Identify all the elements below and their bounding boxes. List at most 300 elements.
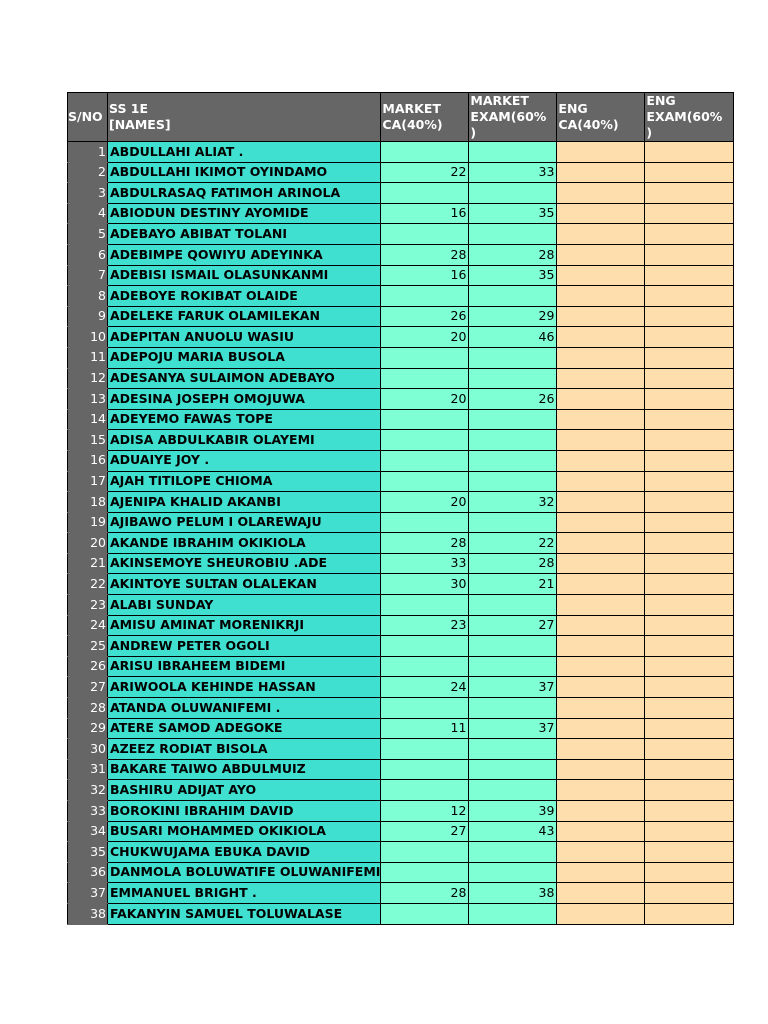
market-ca-cell[interactable] [381,224,469,245]
eng-exam-cell[interactable] [645,533,734,554]
market-exam-cell[interactable]: 37 [469,718,557,739]
eng-exam-cell[interactable] [645,142,734,163]
eng-exam-cell[interactable] [645,286,734,307]
market-ca-cell[interactable]: 16 [381,203,469,224]
sno-cell[interactable]: 1 [68,142,108,163]
market-ca-cell[interactable]: 27 [381,821,469,842]
eng-exam-cell[interactable] [645,718,734,739]
eng-exam-cell[interactable] [645,842,734,863]
market-ca-cell[interactable] [381,450,469,471]
sno-cell[interactable]: 31 [68,759,108,780]
student-name-text: ABDULLAHI ALIAT . [110,143,244,159]
header-eng-exam[interactable]: ENG EXAM(60% ) [645,93,734,142]
market-exam-cell[interactable] [469,759,557,780]
sno-cell[interactable]: 2 [68,162,108,183]
student-name-text: AKINSEMOYE SHEUROBIU .ADE [110,555,327,571]
table-row [68,142,734,163]
student-name-cell[interactable] [108,409,381,430]
market-ca-cell[interactable] [381,862,469,883]
eng-ca-cell[interactable] [557,862,645,883]
student-name-cell[interactable] [108,903,381,924]
student-name-cell[interactable] [108,821,381,842]
student-name-cell[interactable] [108,450,381,471]
market-ca-cell[interactable]: 30 [381,574,469,595]
eng-ca-cell[interactable] [557,533,645,554]
score-sheet-table [67,92,734,925]
eng-exam-cell[interactable] [645,615,734,636]
sno-cell[interactable]: 29 [68,718,108,739]
table-row [68,224,734,245]
sno-cell[interactable]: 17 [68,471,108,492]
sno-cell[interactable]: 3 [68,183,108,204]
student-name-text: EMMANUEL BRIGHT . [110,884,257,900]
student-name-cell[interactable] [108,656,381,677]
eng-exam-cell[interactable] [645,698,734,719]
eng-ca-cell[interactable] [557,244,645,265]
student-name-text: BUSARI MOHAMMED OKIKIOLA [110,823,326,839]
table-row [68,265,734,286]
eng-ca-cell[interactable] [557,903,645,924]
market-ca-cell[interactable] [381,903,469,924]
eng-exam-cell[interactable] [645,903,734,924]
eng-exam-cell[interactable] [645,471,734,492]
eng-ca-cell[interactable] [557,801,645,822]
market-ca-cell[interactable]: 11 [381,718,469,739]
table-row [68,615,734,636]
student-name-cell[interactable] [108,265,381,286]
eng-exam-cell[interactable] [645,430,734,451]
eng-exam-cell[interactable] [645,327,734,348]
eng-ca-cell[interactable] [557,368,645,389]
eng-exam-cell[interactable] [645,656,734,677]
sno-cell[interactable]: 32 [68,780,108,801]
market-ca-cell[interactable]: 24 [381,677,469,698]
market-ca-cell[interactable] [381,739,469,760]
student-name-text: ABDULRASAQ FATIMOH ARINOLA [110,184,341,200]
eng-exam-cell[interactable] [645,492,734,513]
student-name-cell[interactable] [108,368,381,389]
eng-ca-cell[interactable] [557,306,645,327]
student-name-text: AJENIPA KHALID AKANBI [110,493,281,509]
table-row [68,553,734,574]
market-ca-cell[interactable] [381,595,469,616]
student-name-text: ADUAIYE JOY . [110,452,210,468]
market-exam-cell[interactable]: 39 [469,801,557,822]
eng-ca-cell[interactable] [557,430,645,451]
table-row [68,347,734,368]
market-ca-cell[interactable]: 20 [381,327,469,348]
table-row [68,492,734,513]
market-exam-cell[interactable]: 33 [469,162,557,183]
table-row [68,821,734,842]
sno-cell[interactable]: 8 [68,286,108,307]
student-name-text: BOROKINI IBRAHIM DAVID [110,802,294,818]
student-name-text: AKANDE IBRAHIM OKIKIOLA [110,534,306,550]
table-row [68,718,734,739]
sno-cell[interactable]: 38 [68,903,108,924]
market-exam-cell[interactable] [469,409,557,430]
market-ca-cell[interactable] [381,656,469,677]
market-ca-cell[interactable]: 23 [381,615,469,636]
market-exam-cell[interactable] [469,903,557,924]
student-name-cell[interactable] [108,883,381,904]
table-row [68,162,734,183]
header-names[interactable]: SS 1E [NAMES] [108,93,381,142]
market-ca-cell[interactable] [381,142,469,163]
eng-exam-cell[interactable] [645,306,734,327]
student-name-text: ARISU IBRAHEEM BIDEMI [110,658,286,674]
eng-exam-cell[interactable] [645,821,734,842]
eng-exam-cell[interactable] [645,203,734,224]
eng-exam-cell[interactable] [645,389,734,410]
market-exam-cell[interactable] [469,656,557,677]
sno-cell[interactable]: 6 [68,244,108,265]
table-row [68,739,734,760]
market-ca-cell[interactable]: 26 [381,306,469,327]
market-exam-cell[interactable] [469,142,557,163]
market-ca-cell[interactable] [381,780,469,801]
eng-ca-cell[interactable] [557,574,645,595]
eng-exam-cell[interactable] [645,450,734,471]
student-name-text: AJAH TITILOPE CHIOMA [110,473,273,489]
eng-exam-cell[interactable] [645,162,734,183]
student-name-text: ATANDA OLUWANIFEMI . [110,699,281,715]
student-name-text: ABDULLAHI IKIMOT OYINDAMO [110,164,328,180]
eng-ca-cell[interactable] [557,286,645,307]
market-ca-cell[interactable]: 22 [381,162,469,183]
eng-ca-cell[interactable] [557,347,645,368]
market-exam-cell[interactable] [469,739,557,760]
eng-exam-cell[interactable] [645,759,734,780]
student-name-cell[interactable] [108,327,381,348]
student-name-cell[interactable] [108,615,381,636]
market-exam-cell[interactable] [469,368,557,389]
student-name-cell[interactable] [108,533,381,554]
market-ca-cell[interactable] [381,471,469,492]
table-row [68,780,734,801]
market-exam-cell[interactable] [469,286,557,307]
student-name-cell[interactable] [108,677,381,698]
table-row [68,389,734,410]
table-row [68,656,734,677]
header-sno[interactable]: S/NO [68,93,108,142]
market-ca-cell[interactable] [381,286,469,307]
eng-ca-cell[interactable] [557,553,645,574]
market-exam-cell[interactable]: 35 [469,265,557,286]
market-exam-cell[interactable] [469,512,557,533]
table-row [68,636,734,657]
market-exam-cell[interactable] [469,636,557,657]
sno-cell[interactable]: 22 [68,574,108,595]
eng-ca-cell[interactable] [557,224,645,245]
market-exam-cell[interactable] [469,471,557,492]
market-ca-cell[interactable] [381,430,469,451]
sno-cell[interactable]: 37 [68,883,108,904]
eng-exam-cell[interactable] [645,883,734,904]
student-name-text: AMISU AMINAT MORENIKRJI [110,617,305,633]
eng-ca-cell[interactable] [557,739,645,760]
student-name-text: ATERE SAMOD ADEGOKE [110,720,283,736]
sno-cell[interactable]: 20 [68,533,108,554]
market-ca-cell[interactable]: 28 [381,883,469,904]
student-name-text: ADESANYA SULAIMON ADEBAYO [110,370,335,386]
sno-cell[interactable]: 15 [68,430,108,451]
student-name-cell[interactable] [108,595,381,616]
student-name-cell[interactable] [108,430,381,451]
student-name-cell[interactable] [108,636,381,657]
sno-cell[interactable]: 21 [68,553,108,574]
eng-exam-cell[interactable] [645,780,734,801]
student-name-text: ANDREW PETER OGOLI [110,637,270,653]
eng-ca-cell[interactable] [557,636,645,657]
market-ca-cell[interactable]: 33 [381,553,469,574]
student-name-cell[interactable] [108,224,381,245]
eng-ca-cell[interactable] [557,821,645,842]
student-name-cell[interactable] [108,801,381,822]
student-name-text: ADEYEMO FAWAS TOPE [110,411,273,427]
sno-cell[interactable]: 12 [68,368,108,389]
student-name-cell[interactable] [108,842,381,863]
header-market-exam[interactable]: MARKET EXAM(60% ) [469,93,557,142]
student-name-cell[interactable] [108,512,381,533]
eng-ca-cell[interactable] [557,162,645,183]
sno-cell[interactable]: 19 [68,512,108,533]
student-name-cell[interactable] [108,492,381,513]
eng-ca-cell[interactable] [557,698,645,719]
student-name-cell[interactable] [108,244,381,265]
eng-ca-cell[interactable] [557,759,645,780]
sno-cell[interactable]: 23 [68,595,108,616]
table-row [68,842,734,863]
student-name-text: ADISA ABDULKABIR OLAYEMI [110,431,315,447]
eng-ca-cell[interactable] [557,615,645,636]
sno-cell[interactable]: 33 [68,801,108,822]
student-name-text: AKINTOYE SULTAN OLALEKAN [110,576,317,592]
eng-ca-cell[interactable] [557,677,645,698]
student-name-cell[interactable] [108,471,381,492]
market-exam-cell[interactable] [469,347,557,368]
sno-cell[interactable]: 14 [68,409,108,430]
student-name-cell[interactable] [108,780,381,801]
student-name-text: ADEPITAN ANUOLU WASIU [110,328,295,344]
table-row [68,368,734,389]
eng-exam-cell[interactable] [645,574,734,595]
market-exam-cell[interactable]: 32 [469,492,557,513]
sno-cell[interactable]: 35 [68,842,108,863]
eng-exam-cell[interactable] [645,368,734,389]
market-ca-cell[interactable]: 28 [381,533,469,554]
sno-cell[interactable]: 10 [68,327,108,348]
sno-cell[interactable]: 16 [68,450,108,471]
eng-ca-cell[interactable] [557,842,645,863]
table-row [68,327,734,348]
market-exam-cell[interactable] [469,430,557,451]
market-ca-cell[interactable] [381,409,469,430]
market-ca-cell[interactable]: 20 [381,389,469,410]
eng-ca-cell[interactable] [557,389,645,410]
eng-ca-cell[interactable] [557,718,645,739]
eng-exam-cell[interactable] [645,595,734,616]
student-name-cell[interactable] [108,347,381,368]
eng-exam-cell[interactable] [645,512,734,533]
market-ca-cell[interactable]: 20 [381,492,469,513]
student-name-cell[interactable] [108,142,381,163]
market-exam-cell[interactable]: 46 [469,327,557,348]
eng-ca-cell[interactable] [557,656,645,677]
eng-ca-cell[interactable] [557,183,645,204]
header-market-ca[interactable]: MARKET CA(40%) [381,93,469,142]
student-name-cell[interactable] [108,739,381,760]
sno-cell[interactable]: 25 [68,636,108,657]
market-exam-cell[interactable] [469,450,557,471]
student-name-cell[interactable] [108,759,381,780]
market-ca-cell[interactable] [381,759,469,780]
market-ca-cell[interactable] [381,842,469,863]
market-exam-cell[interactable]: 35 [469,203,557,224]
eng-exam-cell[interactable] [645,801,734,822]
market-exam-cell[interactable] [469,698,557,719]
sno-cell[interactable]: 4 [68,203,108,224]
sno-cell[interactable]: 9 [68,306,108,327]
sno-cell[interactable]: 24 [68,615,108,636]
sno-cell[interactable]: 5 [68,224,108,245]
table-row [68,203,734,224]
eng-ca-cell[interactable] [557,142,645,163]
table-row [68,183,734,204]
student-name-text: AZEEZ RODIAT BISOLA [110,740,268,756]
header-row [68,93,734,142]
eng-exam-cell[interactable] [645,224,734,245]
eng-ca-cell[interactable] [557,780,645,801]
market-exam-cell[interactable] [469,862,557,883]
market-ca-cell[interactable] [381,512,469,533]
eng-ca-cell[interactable] [557,471,645,492]
student-name-text: AJIBAWO PELUM I OLAREWAJU [110,514,322,530]
market-exam-cell[interactable] [469,595,557,616]
student-name-text: ALABI SUNDAY [110,596,214,612]
sno-cell[interactable]: 28 [68,698,108,719]
market-exam-cell[interactable] [469,780,557,801]
sno-cell[interactable]: 34 [68,821,108,842]
market-exam-cell[interactable]: 26 [469,389,557,410]
table-row [68,430,734,451]
eng-ca-cell[interactable] [557,265,645,286]
student-name-cell[interactable] [108,203,381,224]
student-name-text: BAKARE TAIWO ABDULMUIZ [110,761,306,777]
student-name-cell[interactable] [108,574,381,595]
eng-ca-cell[interactable] [557,492,645,513]
market-ca-cell[interactable] [381,347,469,368]
market-ca-cell[interactable] [381,368,469,389]
sno-cell[interactable]: 13 [68,389,108,410]
student-name-cell[interactable] [108,718,381,739]
eng-exam-cell[interactable] [645,862,734,883]
market-ca-cell[interactable] [381,636,469,657]
sno-cell[interactable]: 30 [68,739,108,760]
eng-exam-cell[interactable] [645,739,734,760]
market-ca-cell[interactable] [381,698,469,719]
market-exam-cell[interactable]: 27 [469,615,557,636]
sno-cell[interactable]: 7 [68,265,108,286]
table-row [68,306,734,327]
student-name-cell[interactable] [108,162,381,183]
student-name-text: ADEBOYE ROKIBAT OLAIDE [110,287,298,303]
eng-exam-cell[interactable] [645,183,734,204]
table-row [68,862,734,883]
market-exam-cell[interactable] [469,183,557,204]
table-row [68,533,734,554]
student-name-text: ARIWOOLA KEHINDE HASSAN [110,678,316,694]
student-name-text: CHUKWUJAMA EBUKA DAVID [110,843,311,859]
table-row [68,409,734,430]
sno-cell[interactable]: 26 [68,656,108,677]
market-exam-cell[interactable]: 21 [469,574,557,595]
student-name-cell[interactable] [108,553,381,574]
table-row [68,450,734,471]
eng-ca-cell[interactable] [557,327,645,348]
eng-exam-cell[interactable] [645,409,734,430]
student-name-cell[interactable] [108,862,381,883]
table-row [68,801,734,822]
market-exam-cell[interactable]: 22 [469,533,557,554]
eng-ca-cell[interactable] [557,450,645,471]
market-ca-cell[interactable] [381,183,469,204]
eng-ca-cell[interactable] [557,409,645,430]
eng-exam-cell[interactable] [645,636,734,657]
market-exam-cell[interactable]: 43 [469,821,557,842]
table-row [68,286,734,307]
student-name-cell[interactable] [108,306,381,327]
market-ca-cell[interactable]: 16 [381,265,469,286]
market-exam-cell[interactable] [469,224,557,245]
eng-exam-cell[interactable] [645,677,734,698]
sno-cell[interactable]: 11 [68,347,108,368]
eng-ca-cell[interactable] [557,512,645,533]
eng-ca-cell[interactable] [557,203,645,224]
sno-cell[interactable]: 36 [68,862,108,883]
market-exam-cell[interactable]: 28 [469,553,557,574]
market-exam-cell[interactable]: 38 [469,883,557,904]
market-exam-cell[interactable]: 29 [469,306,557,327]
eng-ca-cell[interactable] [557,883,645,904]
eng-exam-cell[interactable] [645,244,734,265]
student-name-text: FAKANYIN SAMUEL TOLUWALASE [110,905,343,921]
market-ca-cell[interactable]: 28 [381,244,469,265]
header-eng-ca[interactable]: ENG CA(40%) [557,93,645,142]
market-ca-cell[interactable]: 12 [381,801,469,822]
table-row [68,595,734,616]
eng-ca-cell[interactable] [557,595,645,616]
market-exam-cell[interactable]: 28 [469,244,557,265]
eng-exam-cell[interactable] [645,265,734,286]
student-name-text: BASHIRU ADIJAT AYO [110,781,257,797]
table-row [68,698,734,719]
student-name-text: ADESINA JOSEPH OMOJUWA [110,390,305,406]
sno-cell[interactable]: 27 [68,677,108,698]
market-exam-cell[interactable] [469,842,557,863]
student-name-cell[interactable] [108,286,381,307]
market-exam-cell[interactable]: 37 [469,677,557,698]
student-name-cell[interactable] [108,183,381,204]
table-row [68,574,734,595]
student-name-cell[interactable] [108,698,381,719]
eng-exam-cell[interactable] [645,553,734,574]
student-name-cell[interactable] [108,389,381,410]
table-row [68,883,734,904]
table-row [68,244,734,265]
sno-cell[interactable]: 18 [68,492,108,513]
eng-exam-cell[interactable] [645,347,734,368]
